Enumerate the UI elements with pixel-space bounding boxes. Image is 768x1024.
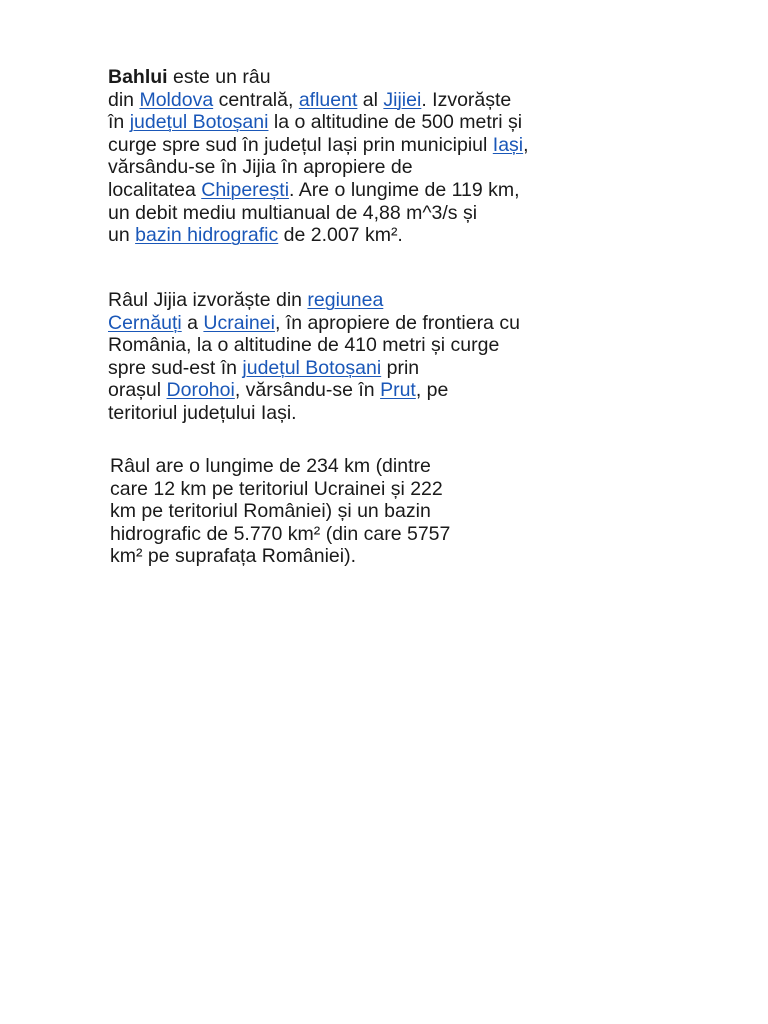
- text-line: [108, 134, 529, 157]
- text-line: [108, 89, 529, 112]
- text-segment: km pe teritoriul României) și un bazin: [110, 500, 431, 523]
- text-segment: localitatea: [108, 178, 202, 201]
- text-line: [110, 455, 450, 478]
- wiki-link[interactable]: județul Botoșani: [129, 111, 269, 134]
- text-segment: teritoriul județului Iași.: [108, 401, 297, 424]
- text-segment: km² pe suprafața României).: [110, 545, 357, 568]
- text-segment: a: [181, 311, 204, 334]
- text-line: [108, 179, 529, 202]
- text-segment: la o altitudine de 500 metri și: [268, 111, 523, 134]
- text-segment: spre sud-est în: [108, 356, 243, 379]
- text-segment: orașul: [108, 379, 167, 402]
- text-segment: în: [108, 111, 130, 134]
- text-line: [108, 379, 520, 402]
- text-segment: un debit mediu multianual de 4,88 m^3/s și: [108, 201, 478, 224]
- wiki-link[interactable]: Jijiei: [383, 88, 422, 111]
- text-line: [108, 202, 529, 225]
- paragraph-bahlui: [108, 66, 529, 247]
- wiki-link[interactable]: Cernăuți: [108, 311, 182, 334]
- text-line: [110, 545, 450, 568]
- wiki-link[interactable]: afluent: [298, 88, 358, 111]
- paragraph-jijia-length: [110, 455, 450, 568]
- text-line: [108, 289, 520, 312]
- text-segment: al: [357, 88, 384, 111]
- wiki-link[interactable]: județul Botoșani: [242, 356, 382, 379]
- text-line: [108, 156, 529, 179]
- text-segment: vărsându-se în Jijia în apropiere de: [108, 156, 413, 179]
- text-line: [110, 523, 450, 546]
- text-segment: , în apropiere de frontiera cu: [274, 311, 520, 334]
- text-segment: prin: [381, 356, 420, 379]
- text-segment: care 12 km pe teritoriul Ucrainei și 222: [110, 477, 443, 500]
- text-segment: este un râu: [167, 66, 271, 88]
- text-segment: hidrografic de 5.770 km² (din care 5757: [110, 522, 451, 545]
- text-segment: . Are o lungime de 119 km,: [289, 178, 520, 201]
- text-line: [108, 224, 529, 247]
- text-segment: , pe: [415, 379, 449, 402]
- text-segment: un: [108, 224, 136, 247]
- text-line: [108, 402, 520, 425]
- text-segment: Râul are o lungime de 234 km (dintre: [110, 455, 431, 477]
- text-segment: curge spre sud în județul Iași prin municipiul: [108, 133, 493, 156]
- wiki-link[interactable]: Iași: [492, 133, 524, 156]
- bold-term: Bahlui: [108, 66, 168, 88]
- text-line: [110, 500, 450, 523]
- text-segment: . Izvorăște: [421, 88, 512, 111]
- text-line: [108, 334, 520, 357]
- wiki-link[interactable]: bazin hidrografic: [135, 224, 279, 247]
- text-segment: , vărsându-se în: [234, 379, 381, 402]
- text-segment: Râul Jijia izvorăște din: [108, 289, 308, 311]
- wiki-link[interactable]: Moldova: [139, 88, 214, 111]
- text-line: [108, 312, 520, 335]
- wiki-link[interactable]: Dorohoi: [166, 379, 235, 402]
- text-segment: de 2.007 km².: [278, 224, 403, 247]
- text-segment: ,: [523, 133, 529, 156]
- text-line: [108, 357, 520, 380]
- text-line: [108, 111, 529, 134]
- text-line: [110, 478, 450, 501]
- text-line: [108, 66, 529, 89]
- paragraph-jijia-source: [108, 289, 520, 425]
- wiki-link[interactable]: regiunea: [307, 289, 384, 311]
- wiki-link[interactable]: Prut: [380, 379, 416, 402]
- wiki-link[interactable]: Ucrainei: [203, 311, 275, 334]
- text-segment: centrală,: [213, 88, 299, 111]
- text-segment: România, la o altitudine de 410 metri și curge: [108, 334, 500, 357]
- text-segment: din: [108, 88, 140, 111]
- wiki-link[interactable]: Chiperești: [201, 178, 290, 201]
